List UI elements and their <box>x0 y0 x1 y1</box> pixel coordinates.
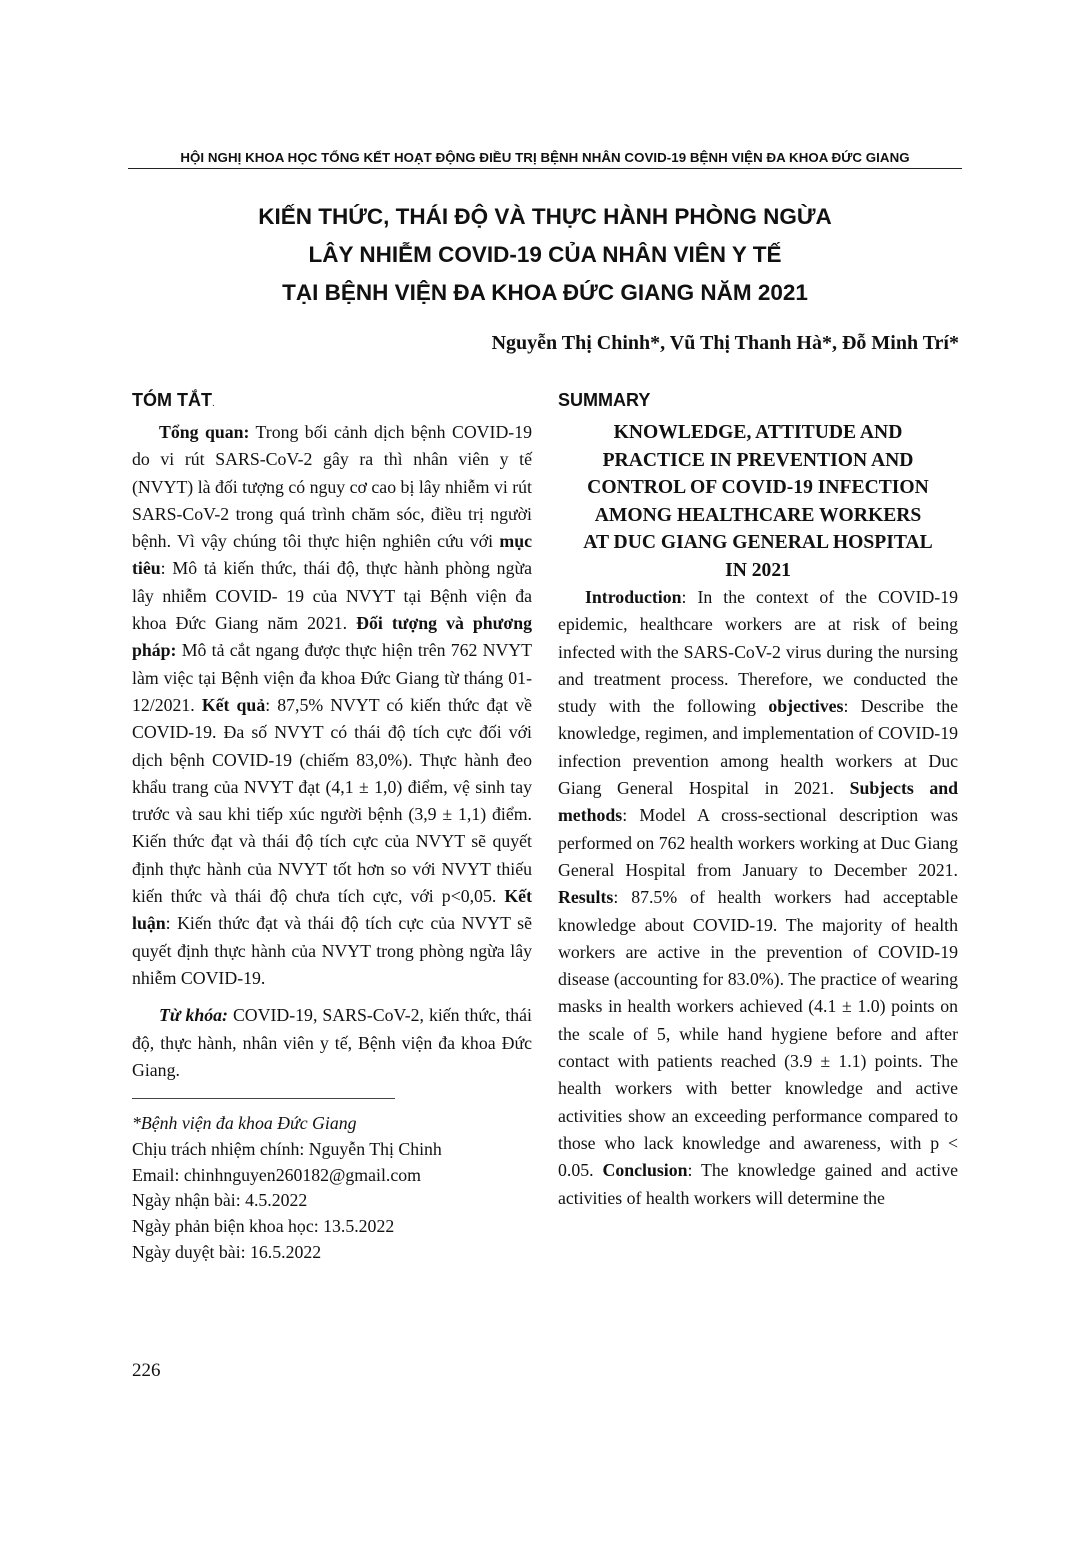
en-text-results: : 87.5% of health workers had acceptable knowledge about COVID-19. The majority of health workers are active in the prevention of COVID-19 disease (accounting for 83.0%). The practice of wearing masks in health workers achieved (4.1 ± 1.0) points on the scale of 5, while hand hygiene before and after contact with patients reached (3.9 ± 1.1) points. The health workers with better knowledge and active activities show an exceeding performance compared to those who lack knowledge and awareness, with p < 0.05. <box>558 887 958 1181</box>
footnote-rule <box>132 1098 395 1099</box>
vi-abstract-paragraph <box>132 419 532 992</box>
en-title-line: AT DUC GIANG GENERAL HOSPITAL <box>583 532 933 553</box>
vi-section-heading <box>132 385 532 415</box>
vi-heading-text: TÓM TẮT <box>132 390 212 410</box>
en-text-introduction: : In the context of the COVID-19 epidemic, healthcare workers are at risk of being infected with the SARS-CoV-2 virus during the nursing and treatment process. Therefore, we conducted the study with the following <box>558 587 958 717</box>
en-label-results: Results <box>558 887 614 908</box>
en-title <box>558 419 958 584</box>
footnote-email: Email: chinhnguyen260182@gmail.com <box>132 1164 421 1185</box>
footnote-corresponding: Chịu trách nhiệm chính: Nguyễn Thị Chinh <box>132 1138 442 1159</box>
vi-keywords-label: Từ khóa: <box>159 1005 228 1026</box>
footnote-reviewed: Ngày phản biện khoa học: 13.5.2022 <box>132 1215 395 1236</box>
vi-text-conclusion: : Kiến thức đạt và thái độ tích cực của NVYT sẽ quyết định thực hành của NVYT trong phòng ngừa lây nhiễm COVID-19. <box>132 913 532 988</box>
vi-keywords-text: COVID-19, SARS-CoV-2, kiến thức, thái độ, thực hành, nhân viên y tế, Bệnh viện đa khoa Đức Giang. <box>132 1005 532 1080</box>
en-title-line: PRACTICE IN PREVENTION AND <box>602 449 914 471</box>
footnote-received: Ngày nhận bài: 4.5.2022 <box>132 1190 308 1211</box>
vietnamese-abstract-column <box>132 385 532 1265</box>
vi-text-overview: Trong bối cảnh dịch bệnh COVID-19 do vi rút SARS-CoV-2 gây ra thì nhân viên y tế (NVYT) là đối tượng có nguy cơ cao bị lây nhiễm vi rút SARS-CoV-2 trong quá trình chăm sóc, điều trị người bệnh. Vì vậy chúng tôi thực hiện nghiên cứu với <box>132 422 532 552</box>
header-rule <box>128 168 962 169</box>
en-title-line: AMONG HEALTHCARE WORKERS <box>594 504 922 526</box>
running-header: HỘI NGHỊ KHOA HỌC TỔNG KẾT HOẠT ĐỘNG ĐIỀU TRỊ BỆNH NHÂN COVID-19 BỆNH VIỆN ĐA KHOA ĐỨC GIANG <box>180 150 910 165</box>
vi-keywords <box>132 1002 532 1084</box>
vi-text-results: : 87,5% NVYT có kiến thức đạt về COVID-19. Đa số NVYT có thái độ tích cực đối với dịch bệnh COVID-19 (chiếm 83,0%). Thực hành đeo khẩu trang của NVYT đạt (4,1 ± 1,0) điểm, vệ sinh tay trước và sau khi tiếp xúc người bệnh (3,9 ± 1,1) điểm. Kiến thức đạt và thái độ tích cực của NVYT sẽ quyết định thực hành của NVYT tốt hơn so với NVYT thiếu kiến thức và thái độ chưa tích cực, với p<0,05. <box>132 694 532 907</box>
en-label-conclusion: Conclusion <box>602 1160 688 1181</box>
en-section-heading: SUMMARY <box>558 390 651 410</box>
footnotes <box>132 1111 532 1265</box>
en-text-methods: : Model A cross-sectional description was performed on 762 health workers working at Duc Giang General Hospital from January to December 2021. <box>558 805 958 880</box>
article-title <box>128 198 962 312</box>
en-label-objectives: objectives <box>768 696 844 717</box>
en-title-line: IN 2021 <box>725 559 791 581</box>
en-title-line: CONTROL OF COVID-19 INFECTION <box>587 477 929 498</box>
title-line-2: LÂY NHIỄM COVID-19 CỦA NHÂN VIÊN Y TẾ <box>308 242 782 267</box>
vi-text-methods: Mô tả cắt ngang được thực hiện trên 762 NVYT làm việc tại Bệnh viện đa khoa Đức Giang từ tháng 01- 12/2021. <box>132 640 532 715</box>
author-list: Nguyễn Thị Chinh*, Vũ Thị Thanh Hà*, Đỗ Minh Trí* <box>491 332 959 354</box>
en-label-methods: Subjects and methods <box>558 778 959 826</box>
vi-label-methods: Đối tượng và phương pháp: <box>132 613 532 661</box>
title-line-1: KIẾN THỨC, THÁI ĐỘ VÀ THỰC HÀNH PHÒNG NGỪA <box>258 204 832 229</box>
en-label-introduction: Introduction <box>585 587 682 607</box>
en-title-line: KNOWLEDGE, ATTITUDE AND <box>613 422 903 443</box>
vi-label-conclusion: Kết luận <box>132 886 532 934</box>
english-summary-column <box>558 385 958 1212</box>
en-text-objectives: : Describe the knowledge, regimen, and implementation of COVID-19 infection prevention among health workers at Duc Giang General Hospital in 2021. <box>558 696 958 799</box>
en-text-conclusion: : The knowledge gained and active activities of health workers will determine the <box>558 1160 958 1208</box>
vi-text-objective: : Mô tả kiến thức, thái độ, thực hành phòng ngừa lây nhiễm COVID- 19 của NVYT tại Bệnh viện đa khoa Đức Giang năm 2021. <box>132 558 532 634</box>
title-line-3: TẠI BỆNH VIỆN ĐA KHOA ĐỨC GIANG NĂM 2021 <box>282 280 808 305</box>
vi-label-objective: mục tiêu <box>132 531 532 579</box>
page-number: 226 <box>132 1360 161 1381</box>
footnote-accepted: Ngày duyệt bài: 16.5.2022 <box>132 1241 322 1262</box>
vi-label-results: Kết quả <box>201 694 266 715</box>
footnote-affiliation: *Bệnh viện đa khoa Đức Giang <box>132 1113 357 1134</box>
vi-heading-mark: . <box>211 398 215 409</box>
vi-label-overview: Tổng quan: <box>159 422 250 442</box>
en-summary-paragraph <box>558 584 958 1212</box>
